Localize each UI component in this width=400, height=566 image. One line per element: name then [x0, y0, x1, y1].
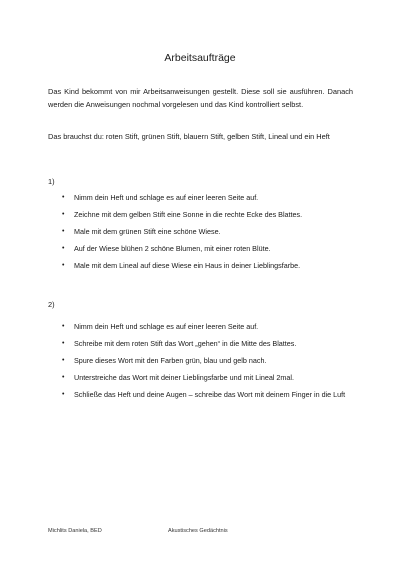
footer-author: Michlits Daniela, BED: [48, 528, 102, 534]
list-item: [62, 355, 362, 367]
list-item-text: Auf der Wiese blühen 2 schöne Blumen, mit einer roten Blüte.: [74, 244, 271, 253]
section-1-list: [62, 192, 362, 277]
list-item: [62, 260, 362, 272]
list-item-text: Nimm dein Heft und schlage es auf einer leeren Seite auf.: [74, 322, 259, 331]
list-item: [62, 243, 362, 255]
bullet-icon: •: [62, 262, 65, 269]
list-item-text: Male mit dem grünen Stift eine schöne Wiese.: [74, 227, 221, 236]
list-item-text: Male mit dem Lineal auf diese Wiese ein Haus in deiner Lieblingsfarbe.: [74, 261, 301, 270]
list-item: [62, 372, 362, 384]
bullet-icon: •: [62, 391, 65, 398]
list-item-text: Unterstreiche das Wort mit deiner Lieblingsfarbe und mit Lineal 2mal.: [74, 373, 294, 382]
list-item: [62, 226, 362, 238]
bullet-icon: •: [62, 357, 65, 364]
list-item-text: Schreibe mit dem roten Stift das Wort „gehen“ in die Mitte des Blattes.: [74, 339, 297, 348]
bullet-icon: •: [62, 323, 65, 330]
bullet-icon: •: [62, 340, 65, 347]
section-2-list: [62, 321, 362, 406]
bullet-icon: •: [62, 211, 65, 218]
materials-paragraph: Das brauchst du: roten Stift, grünen Stift, blauern Stift, gelben Stift, Lineal und ein Heft: [48, 132, 330, 141]
list-item-text: Nimm dein Heft und schlage es auf einer leeren Seite auf.: [74, 193, 259, 202]
bullet-icon: •: [62, 374, 65, 381]
list-item-text: Schließe das Heft und deine Augen – schreibe das Wort mit deinem Finger in die Luft: [74, 390, 346, 399]
list-item-text: Spure dieses Wort mit den Farben grün, blau und gelb nach.: [74, 356, 267, 365]
intro-paragraph: Das Kind bekommt von mir Arbeitsanweisungen gestellt. Diese soll sie ausführen. Danach werden die Anweisungen nochmal vorgelesen und das Kind kontrolliert selbst.: [48, 87, 353, 109]
list-item-text: Zeichne mit dem gelben Stift eine Sonne in die rechte Ecke des Blattes.: [74, 210, 303, 219]
section-1-number: 1): [48, 177, 55, 186]
bullet-icon: •: [62, 194, 65, 201]
page-title: Arbeitsaufträge: [164, 52, 236, 64]
list-item: [62, 389, 359, 401]
list-item: [62, 209, 362, 221]
bullet-icon: •: [62, 245, 65, 252]
list-item: [62, 321, 362, 333]
section-2-number: 2): [48, 300, 55, 309]
bullet-icon: •: [62, 228, 65, 235]
footer-topic: Akustisches Gedächtnis: [168, 528, 228, 534]
list-item: [62, 192, 362, 204]
list-item: [62, 338, 362, 350]
